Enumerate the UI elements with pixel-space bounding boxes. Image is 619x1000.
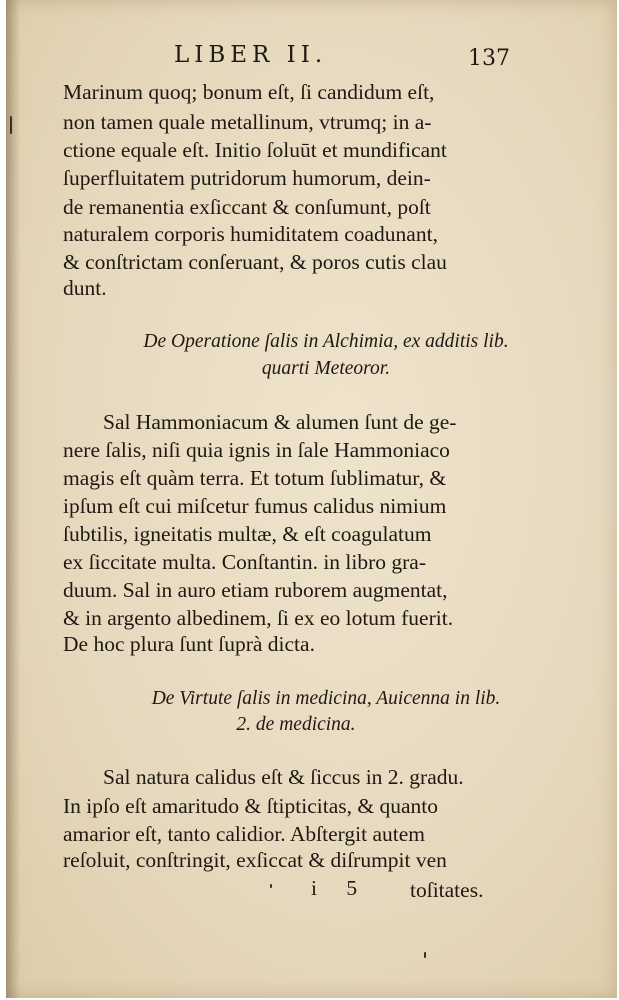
- text-line: duum. Sal in auro etiam ruborem augmentat,: [63, 578, 448, 602]
- text-line: reſoluit, conſtringit, exſiccat & diſrumpit ven: [63, 848, 447, 872]
- page-gutter-shadow: [6, 0, 20, 998]
- text-line: naturalem corporis humiditatem coadunant,: [63, 222, 438, 246]
- ink-speck: [10, 116, 12, 134]
- text-line: ipſum eſt cui miſcetur fumus calidus nimium: [63, 494, 447, 518]
- text-line: non tamen quale metallinum, vtrumq; in a-: [63, 110, 432, 134]
- page-number: 137: [468, 46, 510, 71]
- text-line: magis eſt quàm terra. Et totum ſublimatur, &: [63, 466, 447, 490]
- ink-speck: [424, 952, 426, 958]
- text-line: & in argento albedinem, ſi ex eo lotum fuerit.: [63, 606, 454, 630]
- text-line: amarior eſt, tanto calidior. Abſtergit autem: [63, 822, 426, 846]
- text-line: Sal natura calidus eſt & ſiccus in 2. gradu.: [103, 765, 464, 789]
- text-line: In ipſo eſt amaritudo & ſtipticitas, & quanto: [63, 794, 438, 818]
- text-line: dunt.: [63, 276, 107, 300]
- section-heading: quarti Meteoror.: [261, 358, 391, 379]
- running-head: LIBER II.: [174, 42, 328, 68]
- section-heading: 2. de medicina.: [236, 714, 356, 735]
- text-line: & conſtrictam conſeruant, & poros cutis clau: [63, 250, 447, 274]
- signature-mark: i 5: [311, 876, 358, 900]
- text-line: De hoc plura ſunt ſuprà dicta.: [63, 632, 315, 656]
- section-heading: De Operatione ſalis in Alchimia, ex additis lib.: [143, 331, 509, 352]
- text-line: Marinum quoq; bonum eſt, ſi candidum eſt,: [63, 80, 435, 104]
- text-line: ſubtilis, igneitatis multæ, & eſt coagulatum: [63, 522, 432, 546]
- catchword: toſitates.: [410, 878, 484, 902]
- text-line: ctione equale eſt. Initio ſoluūt et mundificant: [63, 138, 447, 162]
- text-line: ex ſiccitate multa. Conſtantin. in libro gra-: [63, 550, 427, 574]
- text-line: Sal Hammoniacum & alumen ſunt de ge-: [103, 410, 457, 434]
- book-page: [6, 0, 617, 998]
- section-heading: De Virtute ſalis in medicina, Auicenna in lib.: [151, 688, 501, 709]
- text-line: nere ſalis, niſi quia ignis in ſale Hammoniaco: [63, 438, 450, 462]
- text-line: de remanentia exſiccant & conſumunt, poſt: [63, 195, 431, 219]
- ink-speck: [270, 884, 272, 888]
- text-line: ſuperfluitatem putridorum humorum, dein-: [63, 166, 431, 190]
